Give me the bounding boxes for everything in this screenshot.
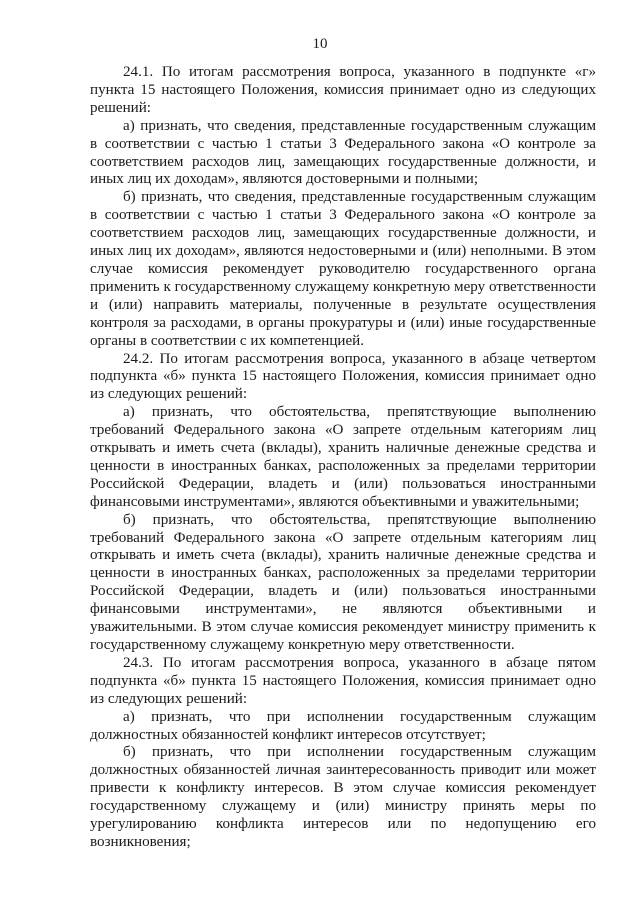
paragraph-24-1-b: б) признать, что сведения, представленные государственным служащим в соответствии с частью 1 статьи 3 Федерального закона «О контроле за соответствием расходов лиц, замещающих государственные должности, и иных лиц их доходам», являются недостоверными и (или) неполными. В этом случае комиссия рекомендует руководителю государственного органа применить к государственному служащему конкретную меру ответственности и (или) направить материалы, полученные в результате осуществления контроля за расходами, в органы прокуратуры и (или) иные государственные органы в соответствии с их компетенцией. xyxy=(90,189,596,349)
paragraph-24-1: 24.1. По итогам рассмотрения вопроса, указанного в подпункте «г» пункта 15 настоящего Положения, комиссия принимает одно из следующих решений: xyxy=(90,64,596,116)
paragraph-24-2: 24.2. По итогам рассмотрения вопроса, указанного в абзаце четвертом подпункта «б» пункта 15 настоящего Положения, комиссия принимает одно из следующих решений: xyxy=(90,350,596,403)
paragraph-24-2-a: а) признать, что обстоятельства, препятствующие выполнению требований Федерального закона «О запрете отдельным категориям лиц открывать и иметь счета (вклады), хранить наличные денежные средства и ценности в иностранных банках, расположенных за пределами территории Российской Федерации, владеть и (или) пользоваться иностранными финансовыми инструментами», являются объективными и уважительными; xyxy=(90,404,596,510)
page-number: 10 xyxy=(312,36,328,52)
paragraph-24-3-b: б) признать, что при исполнении государственным служащим должностных обязанностей личная заинтересованность приводит или может привести к конфликту интересов. В этом случае комиссия рекомендует государственному служащему и (или) министру принять меры по урегулированию конфликта интересов или по недопущению его возникновения; xyxy=(90,744,596,850)
paragraph-24-1-a: а) признать, что сведения, представленные государственным служащим в соответствии с частью 1 статьи 3 Федерального закона «О контроле за соответствием расходов лиц, замещающих государственные должности, и иных лиц их доходам», являются достоверными и полными; xyxy=(90,117,596,188)
paragraph-24-3-a: а) признать, что при исполнении государственным служащим должностных обязанностей конфликт интересов отсутствует; xyxy=(90,708,596,743)
document-body xyxy=(90,64,596,852)
paragraph-24-3: 24.3. По итогам рассмотрения вопроса, указанного в абзаце пятом подпункта «б» пункта 15 настоящего Положения, комиссия принимает одно из следующих решений: xyxy=(90,654,596,707)
paragraph-24-2-b: б) признать, что обстоятельства, препятствующие выполнению требований Федерального закона «О запрете отдельным категориям лиц открывать и иметь счета (вклады), хранить наличные денежные средства и ценности в иностранных банках, расположенных за пределами территории Российской Федерации, владеть и (или) пользоваться иностранными финансовыми инструментами», не являются объективными и уважительными. В этом случае комиссия рекомендует министру применить к государственному служащему конкретную меру ответственности. xyxy=(90,511,596,653)
